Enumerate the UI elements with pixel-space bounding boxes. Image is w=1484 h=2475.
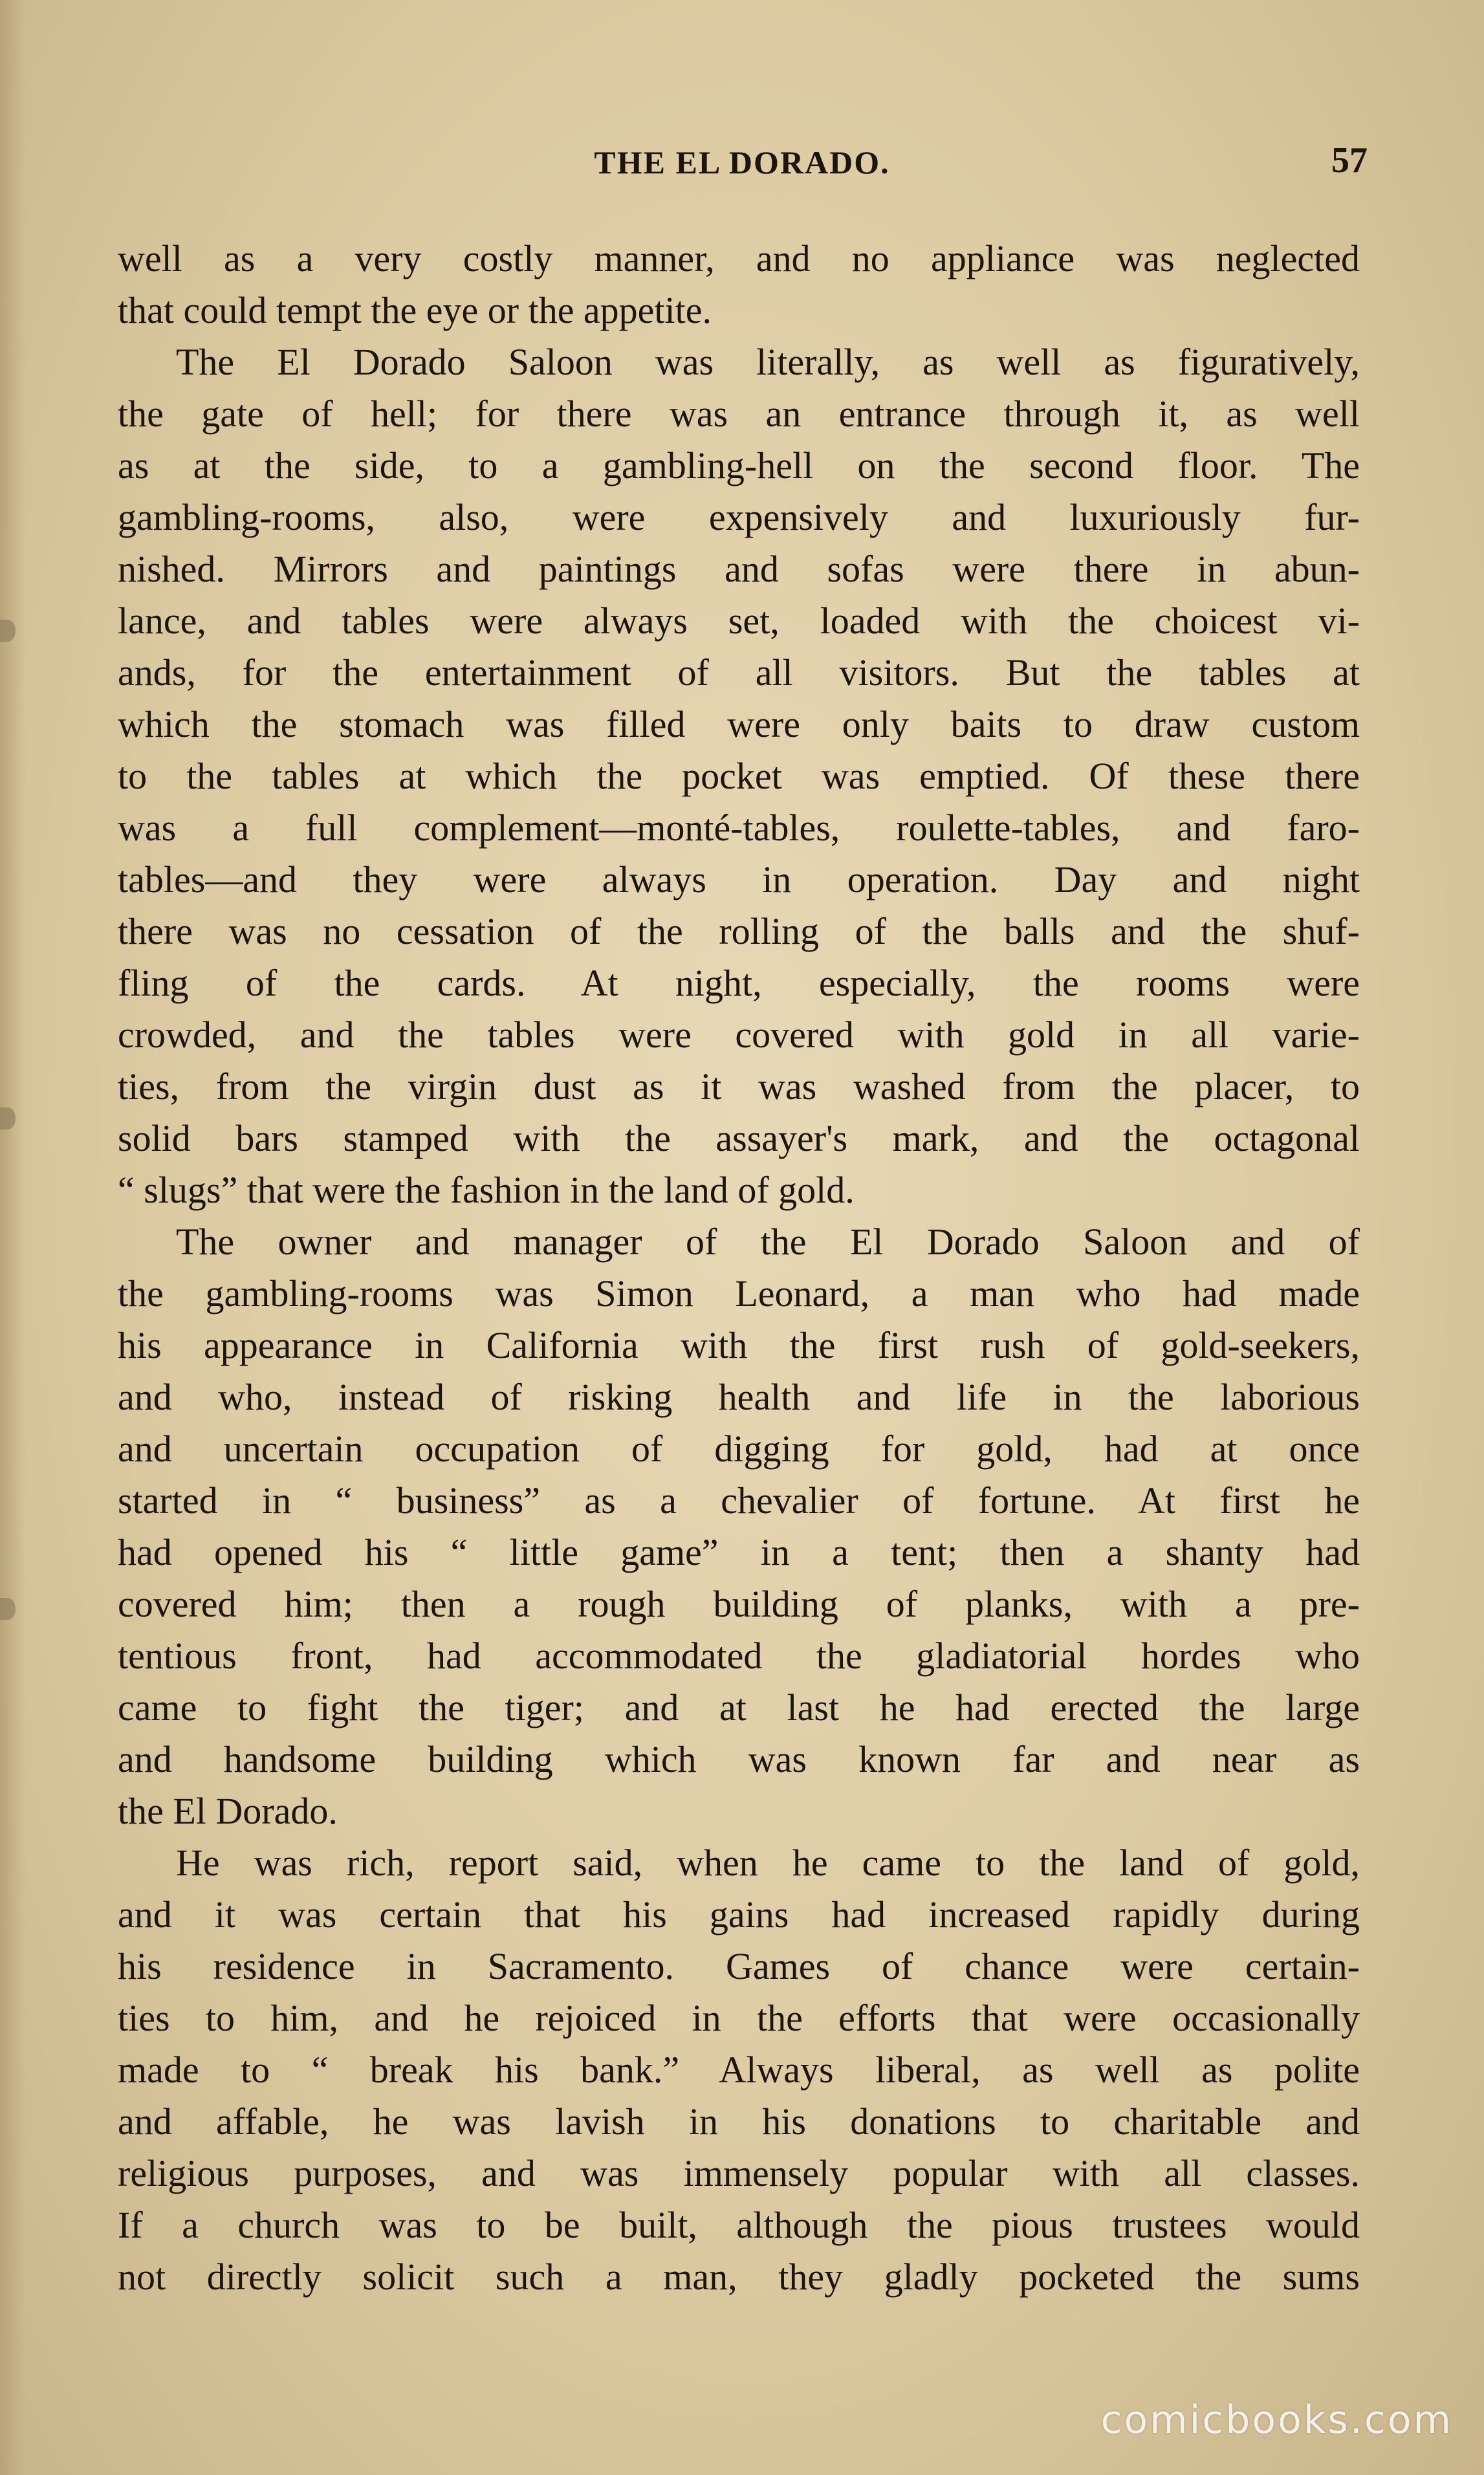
- text-line: and who, instead of risking health and life in the laborious: [118, 1376, 1360, 1418]
- text-line: tables—and they were always in operation. Day and night: [118, 858, 1360, 900]
- text-line: the gambling-rooms was Simon Leonard, a man who had made: [118, 1272, 1360, 1314]
- text-line: covered him; then a rough building of planks, with a pre-: [118, 1583, 1360, 1625]
- text-line: made to “ break his bank.” Always liberal, as well as polite: [118, 2049, 1360, 2091]
- text-line: ties, from the virgin dust as it was washed from the placer, to: [118, 1065, 1360, 1107]
- text-line: “ slugs” that were the fashion in the land of gold.: [118, 1169, 855, 1211]
- page-number: 57: [1331, 140, 1368, 180]
- text-line: his appearance in California with the first rush of gold-seekers,: [118, 1324, 1360, 1366]
- text-line: his residence in Sacramento. Games of chance were certain-: [118, 1945, 1360, 1987]
- text-line: the El Dorado.: [118, 1790, 338, 1832]
- page-header: [116, 140, 1368, 195]
- body-text: [118, 233, 1360, 2303]
- text-line: there was no cessation of the rolling of the balls and the shuf-: [118, 910, 1360, 952]
- text-line: had opened his “ little game” in a tent; then a shanty had: [118, 1531, 1360, 1573]
- watermark: comicbooks.com: [1100, 2397, 1453, 2443]
- text-line: The owner and manager of the El Dorado Saloon and of: [176, 1221, 1360, 1263]
- text-line: He was rich, report said, when he came to the land of gold,: [176, 1842, 1360, 1884]
- text-line: that could tempt the eye or the appetite.: [118, 289, 712, 331]
- text-line: was a full complement—monté-tables, roulette-tables, and faro-: [118, 807, 1360, 849]
- text-line: lance, and tables were always set, loaded with the choicest vi-: [118, 600, 1360, 642]
- text-line: tentious front, had accommodated the gladiatorial hordes who: [118, 1635, 1360, 1677]
- text-line: The El Dorado Saloon was literally, as well as figuratively,: [176, 341, 1360, 383]
- text-line: came to fight the tiger; and at last he had erected the large: [118, 1686, 1360, 1728]
- text-line: and affable, he was lavish in his donations to charitable and: [118, 2100, 1360, 2142]
- running-head: THE EL DORADO.: [594, 144, 890, 180]
- text-line: gambling-rooms, also, were expensively and luxuriously fur-: [118, 496, 1360, 538]
- text-line: as at the side, to a gambling-hell on the second floor. The: [118, 444, 1360, 486]
- text-line: and handsome building which was known far and near as: [118, 1738, 1360, 1780]
- text-line: crowded, and the tables were covered with gold in all varie-: [118, 1014, 1360, 1056]
- text-line: ties to him, and he rejoiced in the efforts that were occasionally: [118, 1997, 1360, 2039]
- text-line: started in “ business” as a chevalier of fortune. At first he: [118, 1479, 1360, 1521]
- binding-hole: [0, 620, 16, 642]
- text-line: solid bars stamped with the assayer's mark, and the octagonal: [118, 1117, 1360, 1159]
- text-line: not directly solicit such a man, they gladly pocketed the sums: [118, 2256, 1360, 2298]
- text-line: and it was certain that his gains had increased rapidly during: [118, 1893, 1360, 1935]
- text-line: religious purposes, and was immensely popular with all classes.: [118, 2152, 1360, 2194]
- text-line: If a church was to be built, although the pious trustees would: [118, 2204, 1360, 2246]
- page-edge-shadow: [0, 0, 26, 2475]
- text-line: ands, for the entertainment of all visitors. But the tables at: [118, 651, 1360, 693]
- text-line: fling of the cards. At night, especially, the rooms were: [118, 962, 1360, 1004]
- text-line: nished. Mirrors and paintings and sofas were there in abun-: [118, 548, 1360, 590]
- text-line: to the tables at which the pocket was emptied. Of these there: [118, 755, 1360, 797]
- binding-hole: [0, 1107, 16, 1129]
- text-line: and uncertain occupation of digging for gold, had at once: [118, 1428, 1360, 1470]
- text-line: well as a very costly manner, and no appliance was neglected: [118, 237, 1360, 279]
- text-line: which the stomach was filled were only baits to draw custom: [118, 703, 1360, 745]
- text-line: the gate of hell; for there was an entrance through it, as well: [118, 393, 1360, 435]
- binding-hole: [0, 1598, 16, 1620]
